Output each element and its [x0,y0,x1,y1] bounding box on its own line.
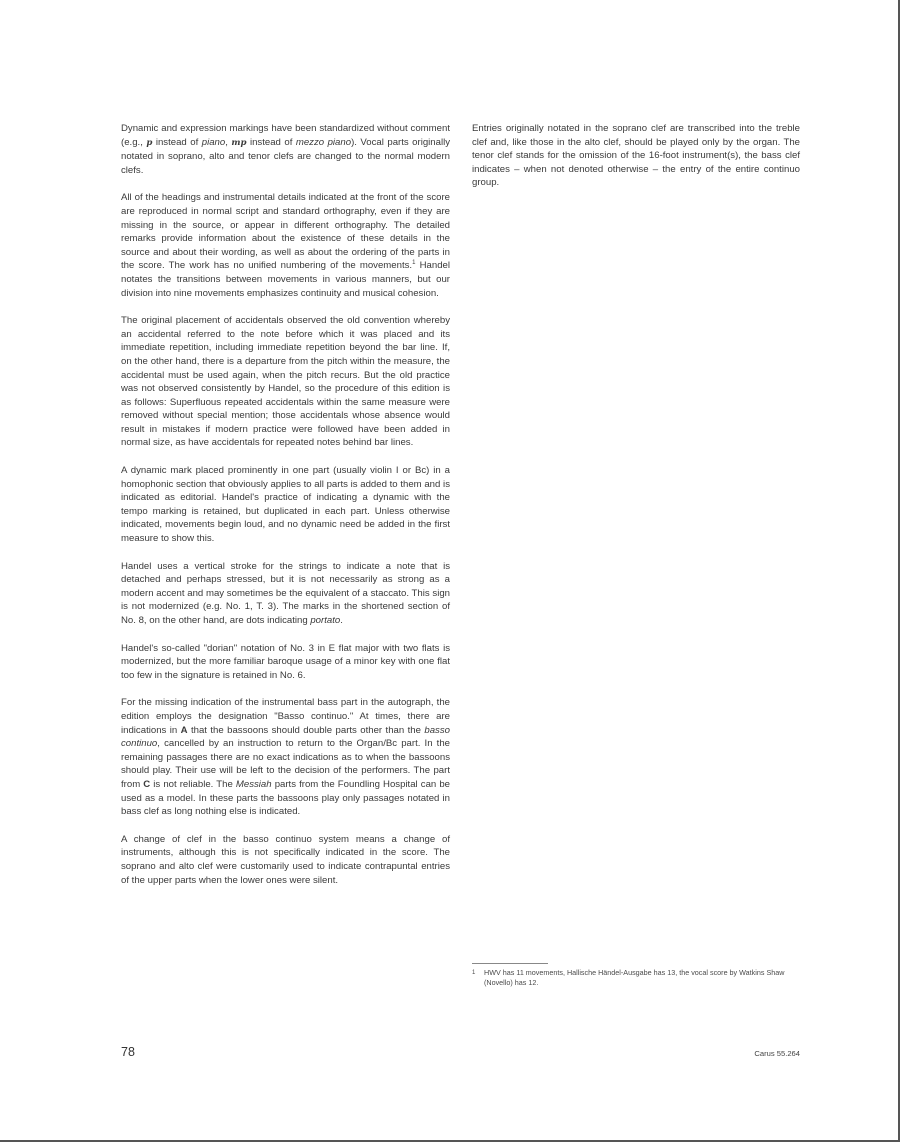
catalog-number: Carus 55.264 [754,1049,800,1058]
paragraph-dorian-notation: Handel's so-called "dorian" notation of No. 3 in E flat major with two flats is modernized, but the more familiar baroque usage of a minor key with one flat too few in the signature is retained in No. 6. [121,642,450,681]
paragraph-accidentals: The original placement of accidentals observed the old convention whereby an accidental referred to the note before which it was placed and its immediate repetition, including immediate repetition beyond the bar line. If, on the other hand, there is a departure from the pitch within the measure, the accidental must be used again, when the pitch recurs. But the old practice was not observed consistently by Handel, so the procedure of this edition is as follows: Superfluous repeated accidentals within the same measure were removed without special mention; those accidentals whose absence would result in mistakes if modern practice were followed have been added in normal size, as have accidentals for repeated notes behind bar lines. [121,315,450,449]
footnote [472,968,800,989]
dynamic-mp-sign: mp [231,137,247,148]
paragraph-headings: All of the headings and instrumental details indicated at the front of the score are reproduced in normal script and standard orthography, even if they are missing in the source, or appear in different orthography. The detailed remarks provide information about the existence of these details in the source and about their wording, as well as about the ordering of the parts in the score. The work has no unified numbering of the movements.$^1$ Handel notates the transitions between movements in various manners, but our division into nine movements emphasizes continuity and musical cohesion. [121,192,450,299]
left-column [121,122,450,901]
dynamic-p-sign: p [146,137,153,148]
footnote-reference[interactable]: 1 [412,260,416,267]
paragraph-dynamic-mark: A dynamic mark placed prominently in one part (usually violin I or Bc) in a homophonic section that obviously applies to all parts is added to them and is indicated as editorial. Handel's practice of indicating a dynamic with the tempo marking is retained, but duplicated in each part. Unless otherwise indicated, movements begin loud, and no dynamic need be added in the first measure to show this. [121,465,450,545]
paragraph-basso-continuo: For the missing indication of the instrumental bass part in the autograph, the edition employs the designation "Basso continuo." At times, there are indications in A that the bassoons should double parts other than the basso continuo, cancelled by an instruction to return to the Organ/Bc part. In the remaining passages there are no exact indications as to when the bassoons should play. Their use will be left to the decision of the performers. The part from C is not reliable. The Messiah parts from the Foundling Hospital can be used as a model. In these parts the bassoons play only passages notated in bass clef as long nothing else is indicated. [121,697,450,818]
paragraph-clef-change: A change of clef in the basso continuo system means a change of instruments, although this is not specifically indicated in the score. The soprano and alto clef were customarily used to indicate contrapuntal entries of the upper parts when the lower ones were silent. [121,833,450,886]
footnote-divider [472,963,548,964]
right-column [472,122,800,204]
paragraph-soprano-clef: Entries originally notated in the soprano clef are transcribed into the treble clef and, like those in the alto clef, should be played only by the organ. The tenor clef stands for the omission of the 16-foot instrument(s), the bass clef indicates – when not denoted otherwise – the entry of the entire continuo group. [472,123,800,189]
paragraph-vertical-stroke: Handel uses a vertical stroke for the strings to indicate a note that is detached and perhaps stressed, but it is not necessarily as strong as a modern accent and may sometimes be the equivalent of a staccato. This sign is not modernized (e.g. No. 1, T. 3). The marks in the shortened section of No. 8, on the other hand, are dots indicating portato. [121,560,450,626]
paragraph-dynamic-markings: Dynamic and expression markings have been standardized without comment (e.g., p instead of piano, mp instead of mezzo piano). Vocal parts originally notated in soprano, alto and tenor clefs are changed to the normal modern clefs. [121,123,451,176]
page-number: 78 [121,1045,135,1059]
footnote-text: HWV has 11 movements, Hallische Händel-Ausgabe has 13, the vocal score by Watkins Shaw (Novello) has 12. [484,968,785,988]
footnote-mark: 1 [472,970,476,976]
